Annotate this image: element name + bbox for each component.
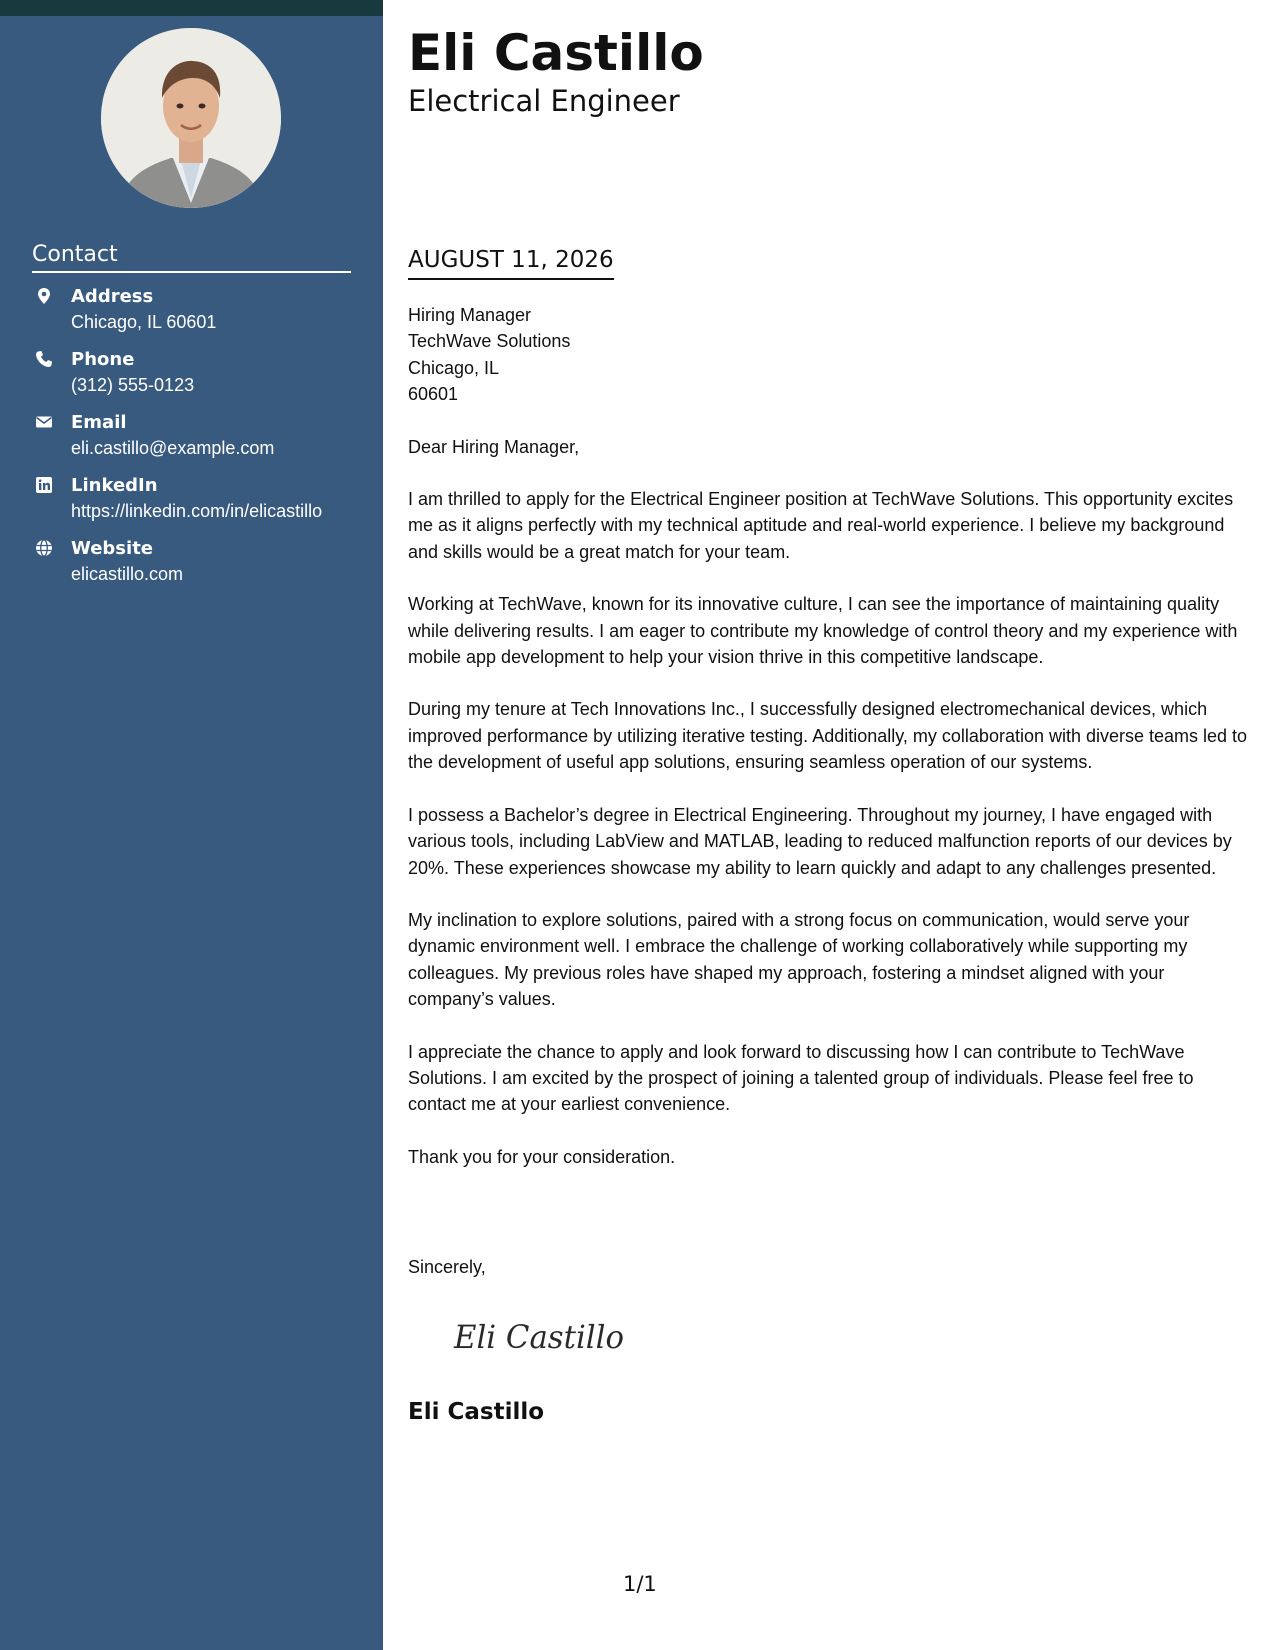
paragraph: Working at TechWave, known for its innovative culture, I can see the importance of maintaining quality while delivering results. I am eager to contribute my knowledge of control theory and my experience with mobile app development to help your vision thrive in this competitive landscape.: [408, 594, 1238, 668]
portrait-image: [101, 28, 281, 208]
contact-value[interactable]: eli.castillo@example.com: [71, 438, 275, 458]
contact-item-email: [32, 411, 372, 474]
contact-heading: Contact: [32, 240, 351, 273]
envelope-icon: [35, 413, 53, 431]
page-indicator: 1/1: [623, 1572, 657, 1596]
contact-label: Website: [71, 538, 154, 559]
map-pin-icon: [35, 287, 53, 305]
recipient-block: [408, 302, 1248, 408]
contact-list: [32, 285, 372, 600]
recipient-line: Hiring Manager: [408, 305, 532, 325]
contact-value: (312) 555-0123: [71, 375, 195, 395]
applicant-title: Electrical Engineer: [408, 84, 680, 118]
contact-value[interactable]: elicastillo.com: [71, 564, 184, 584]
globe-icon: [35, 539, 53, 557]
contact-item-linkedin: [32, 474, 372, 537]
sidebar-top-band: [0, 0, 383, 16]
paragraph: I appreciate the chance to apply and look forward to discussing how I can contribute to TechWave Solutions. I am excited by the prospect of joining a talented group of individuals. Please feel free to contact me at your earliest convenience.: [408, 1041, 1194, 1115]
signer-name: Eli Castillo: [408, 1399, 545, 1425]
letter-body: [408, 302, 1248, 1196]
contact-value[interactable]: https://linkedin.com/in/elicastillo: [71, 501, 323, 521]
contact-item-phone: [32, 348, 372, 411]
paragraph: During my tenure at Tech Innovations Inc., I successfully designed electromechanical devices, which improved performance by utilizing iterative testing. Additionally, my collaboration with diverse teams led to the development of useful app solutions, ensuring seamless operation of our systems.: [408, 699, 1248, 773]
contact-label: Address: [71, 286, 154, 307]
closing-thanks: Thank you for your consideration.: [408, 1146, 676, 1167]
contact-label: Phone: [71, 349, 135, 370]
contact-label: Email: [71, 412, 127, 433]
recipient-line: TechWave Solutions: [408, 331, 571, 352]
linkedin-icon: [35, 476, 53, 494]
recipient-line: Chicago, IL: [408, 357, 500, 378]
signature-image: [450, 1310, 630, 1360]
signature-script: Eli Castillo: [453, 1318, 624, 1356]
contact-value: Chicago, IL 60601: [71, 312, 217, 332]
contact-item-address: [32, 285, 372, 348]
paragraph: I possess a Bachelor’s degree in Electrical Engineering. Throughout my journey, I have engaged with various tools, including LabView and MATLAB, leading to reduced malfunction reports of our devices by 20%. These experiences showcase my ability to learn quickly and adapt to any challenges presented.: [408, 804, 1232, 878]
sidebar: [0, 0, 383, 1650]
letter-date: AUGUST 11, 2026: [408, 244, 614, 280]
profile-photo: [101, 28, 281, 208]
contact-item-website: [32, 537, 372, 600]
paragraph: My inclination to explore solutions, paired with a strong focus on communication, would serve your dynamic environment well. I embrace the challenge of working collaboratively while supporting my colleagues. My previous roles have shaped my approach, fostering a mindset aligned with your company’s values.: [408, 909, 1190, 1010]
salutation: Dear Hiring Manager,: [408, 436, 580, 457]
applicant-name: Eli Castillo: [408, 24, 704, 82]
sign-off: Sincerely,: [408, 1257, 486, 1277]
recipient-line: 60601: [408, 384, 459, 405]
contact-label: LinkedIn: [71, 475, 158, 496]
paragraph: I am thrilled to apply for the Electrical Engineer position at TechWave Solutions. This opportunity excites me as it aligns perfectly with my technical aptitude and real-world experience. I believe my background and skills would be a great match for your team.: [408, 489, 1234, 562]
phone-icon: [35, 350, 53, 368]
